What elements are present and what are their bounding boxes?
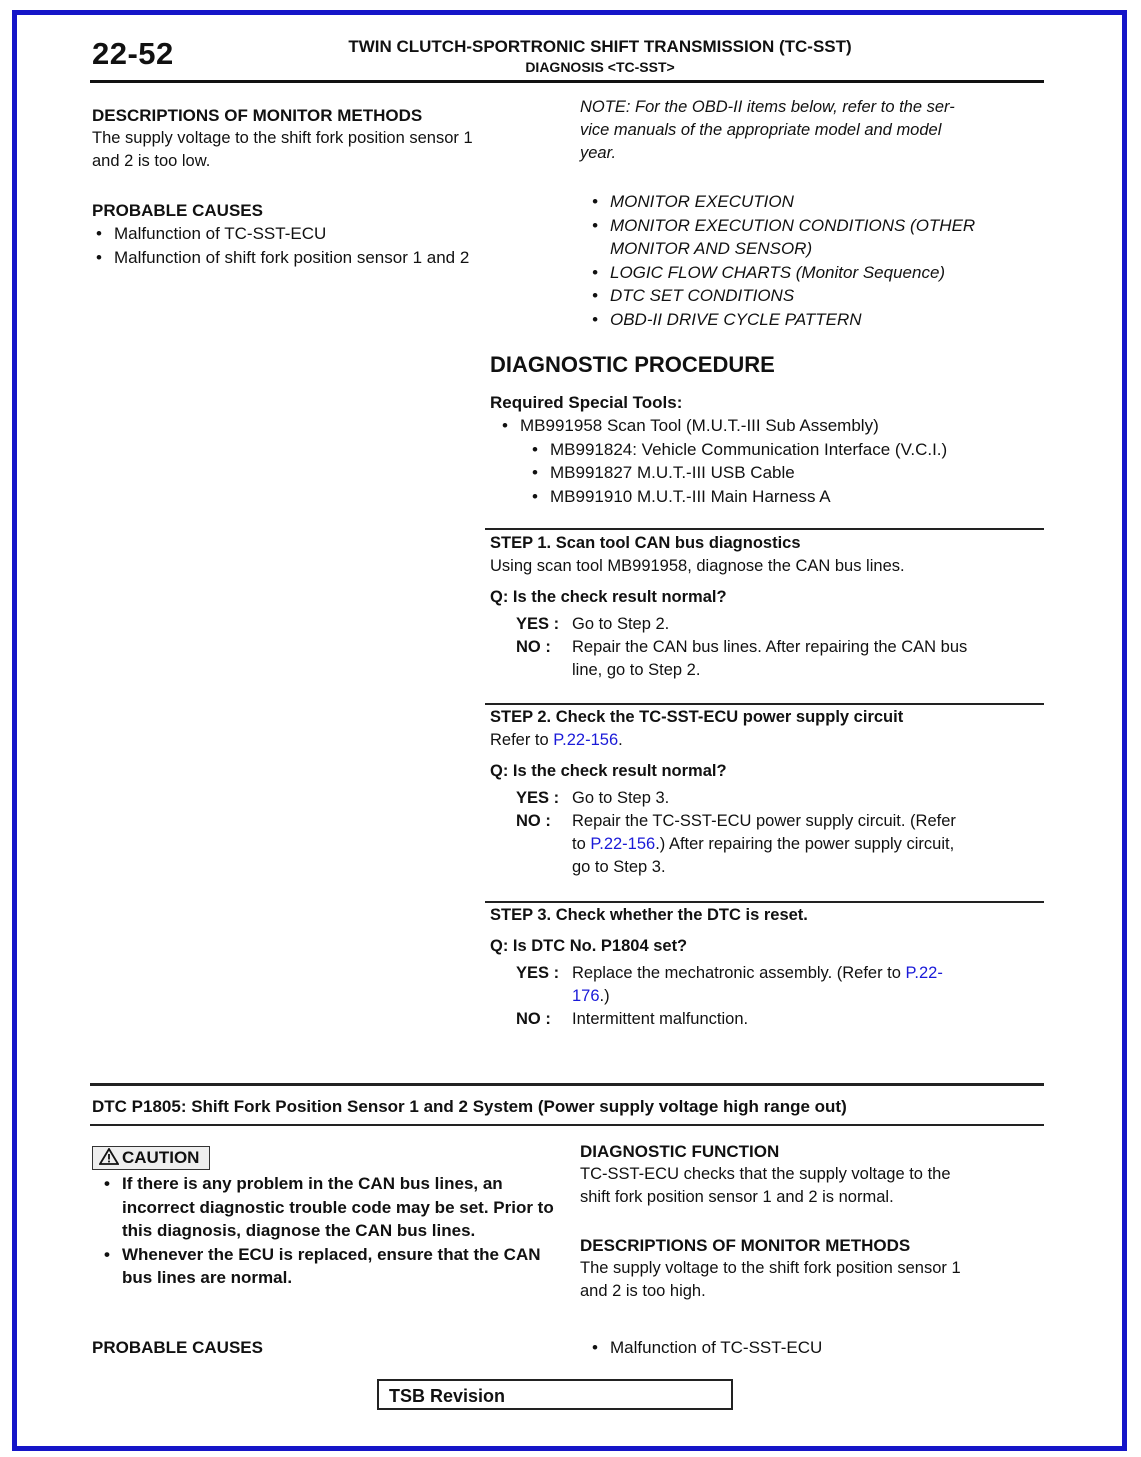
header-rule <box>90 80 1044 83</box>
list-item: • MB991958 Scan Tool (M.U.T.-III Sub Assembly) <box>490 414 1045 438</box>
monitor-line2: and 2 is too high. <box>580 1282 706 1300</box>
subtitle-text: DIAGNOSIS <TC-SST> <box>525 59 675 75</box>
step1-text: Using scan tool MB991958, diagnose the CAN bus lines. <box>490 557 905 575</box>
tools-list <box>490 414 1045 438</box>
step2-question: Q: Is the check result normal? <box>490 762 727 780</box>
diagnostic-function-heading: DIAGNOSTIC FUNCTION <box>580 1142 780 1161</box>
monitor-methods-heading: DESCRIPTIONS OF MONITOR METHODS <box>92 106 423 125</box>
list-item: • Malfunction of TC-SST-ECU <box>84 222 562 246</box>
yes-answer: YES : Replace the mechatronic assembly. (Refer to P.22- 176.) <box>516 964 943 1005</box>
yes-answer: YES : Go to Step 2. <box>516 615 670 633</box>
dtc-title: DTC P1805: Shift Fork Position Sensor 1 and 2 System (Power supply voltage high range out) <box>92 1097 847 1116</box>
yes-answer: YES : Go to Step 3. <box>516 789 670 807</box>
step1-title: STEP 1. Scan tool CAN bus diagnostics <box>490 534 801 552</box>
list-item: • DTC SET CONDITIONS <box>580 284 1050 308</box>
probable-causes-heading: PROBABLE CAUSES <box>92 201 263 220</box>
diagnostic-procedure-heading: DIAGNOSTIC PROCEDURE <box>490 352 775 377</box>
special-tools <box>490 392 1045 508</box>
page-link[interactable]: P.22-156 <box>553 731 619 749</box>
probable-causes-list <box>84 222 562 269</box>
step2-refer: Refer to P.22-156. <box>490 731 623 749</box>
dtc-rule-bottom <box>90 1124 1044 1126</box>
list-item: • Malfunction of TC-SST-ECU <box>580 1336 1045 1360</box>
list-item: • Whenever the ECU is replaced, ensure that the CAN bus lines are normal. <box>92 1243 554 1290</box>
step3-question: Q: Is DTC No. P1804 set? <box>490 937 688 955</box>
step3-answers <box>516 962 1045 1031</box>
page-title <box>300 36 900 78</box>
warning-icon <box>99 1148 119 1165</box>
step3-title: STEP 3. Check whether the DTC is reset. <box>490 906 808 924</box>
step2-section <box>490 706 1045 879</box>
step2-title: STEP 2. Check the TC-SST-ECU power supply circuit <box>490 708 904 726</box>
caution-box <box>92 1146 210 1170</box>
monitor-text-line1: The supply voltage to the shift fork position sensor 1 <box>92 129 473 147</box>
list-item: • LOGIC FLOW CHARTS (Monitor Sequence) <box>580 261 1050 285</box>
monitor-text-line2: and 2 is too low. <box>92 152 211 170</box>
page-link[interactable]: P.22-156 <box>590 835 656 853</box>
obd-note <box>580 96 1050 165</box>
list-item: • MONITOR EXECUTION <box>580 190 1050 214</box>
list-item: • MONITOR EXECUTION CONDITIONS (OTHER MONITOR AND SENSOR) <box>580 214 1050 261</box>
note-line1: NOTE: For the OBD-II items below, refer to the ser- <box>580 98 955 116</box>
page-link[interactable]: 176 <box>572 987 600 1005</box>
dtc-rule-top <box>90 1083 1044 1086</box>
step3-rule <box>485 901 1044 903</box>
no-answer: NO : Repair the CAN bus lines. After repairing the CAN bus line, go to Step 2. <box>516 638 968 679</box>
func-line2: shift fork position sensor 1 and 2 is normal. <box>580 1188 894 1206</box>
caution-list <box>92 1172 554 1290</box>
left-top-section <box>92 105 562 269</box>
page-link[interactable]: P.22- <box>905 964 943 982</box>
list-item: • Malfunction of shift fork position sensor 1 and 2 <box>84 246 562 270</box>
list-item: • MB991824: Vehicle Communication Interface (V.C.I.) <box>520 438 1045 462</box>
probable-causes-heading-2: PROBABLE CAUSES <box>92 1338 263 1357</box>
no-answer: NO : Repair the TC-SST-ECU power supply circuit. (Refer to P.22-156.) After repairing the power supply circuit, go to Step 3. <box>516 812 956 876</box>
func-line1: TC-SST-ECU checks that the supply voltage to the <box>580 1165 951 1183</box>
tools-heading: Required Special Tools: <box>490 393 683 412</box>
title-text: TWIN CLUTCH-SPORTRONIC SHIFT TRANSMISSION (TC-SST) <box>348 37 852 56</box>
tsb-revision-box: TSB Revision <box>377 1379 733 1410</box>
step1-section <box>490 532 1045 682</box>
step2-rule <box>485 703 1044 705</box>
obd-items-list <box>580 190 1050 331</box>
step1-rule <box>485 528 1044 530</box>
step3-section <box>490 904 1045 1031</box>
no-answer: NO : Intermittent malfunction. <box>516 1010 749 1028</box>
probable-causes-list-2 <box>580 1336 1045 1360</box>
step2-answers <box>516 787 1045 879</box>
step1-answers <box>516 613 1045 682</box>
step1-question: Q: Is the check result normal? <box>490 588 727 606</box>
list-item: • OBD-II DRIVE CYCLE PATTERN <box>580 308 1050 332</box>
note-line3: year. <box>580 144 617 162</box>
monitor-methods-heading-2: DESCRIPTIONS OF MONITOR METHODS <box>580 1236 911 1255</box>
caution-label: CAUTION <box>92 1146 210 1170</box>
list-item: • MB991827 M.U.T.-III USB Cable <box>520 461 1045 485</box>
monitor-line1: The supply voltage to the shift fork position sensor 1 <box>580 1259 961 1277</box>
list-item: • If there is any problem in the CAN bus lines, an incorrect diagnostic trouble code may be set. Prior to this diagnosis, diagnose the CAN bus lines. <box>92 1172 554 1243</box>
page-number: 22-52 <box>92 36 174 71</box>
diagnostic-function-section <box>580 1141 1045 1303</box>
tools-sub-list <box>520 438 1045 509</box>
note-line2: vice manuals of the appropriate model and model <box>580 121 942 139</box>
list-item: • MB991910 M.U.T.-III Main Harness A <box>520 485 1045 509</box>
